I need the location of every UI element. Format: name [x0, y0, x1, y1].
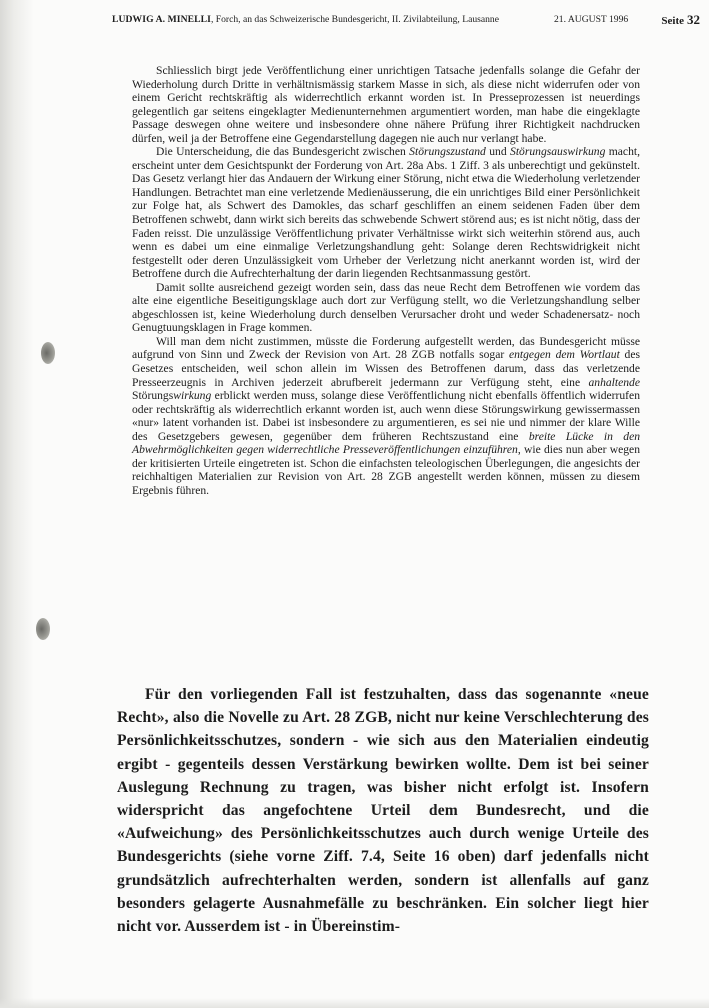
text-run: macht, erscheint unter dem Gesichtspunkt der Forderung von Art. 28a Abs. 1 Ziff. 3 als unberechtigt und gekünstelt. Das Gesetz verlangt hier das Andauern der Wirkung einer Störung, nicht etwa die Wiederholung verletzender Handlungen. Betrachtet man eine verletzende Medienäusserung, die ein unrichtiges Bild einer Persönlichkeit zur Folge hat, als Schwert des Damokles, das scharf geschliffen an einem seidenen Faden über dem Betroffenen schwebt, dann wirkt sich bereits das schwebende Schwert störend aus; es ist nicht nötig, dass der Faden reisst. Die unzulässige Veröffentlichung privater Verhältnisse wirkt sich weiterhin störend aus, auch wenn es dabei um eine einmalige Verletzungshandlung geht: Solange deren Rechtswidrigkeit nicht festgestellt oder deren Unzulässigkeit vom Urheber der Verletzung nicht anerkannt worden ist, wird der Betroffene durch die Aufrechterhaltung der darin liegenden Rechtsanmassung gestört. [132, 145, 640, 281]
emphasis: anhaltende [588, 375, 640, 389]
header-page-number [661, 12, 700, 28]
header-address: , Forch, an das Schweizerische Bundesgericht, II. Zivilabteilung, Lausanne [211, 14, 499, 25]
emphasis: Störungszustand [409, 145, 486, 159]
body-text [132, 64, 640, 498]
page-number: 32 [687, 12, 700, 27]
text-run: Will man dem nicht zustimmen, müsste die Forderung aufgestellt werden, das Bundesgericht müsse aufgrund von Sinn und Zweck der Revision von Art. 28 ZGB notfalls sogar [132, 334, 640, 362]
emphasis: wirkung [173, 389, 212, 403]
text-run: erblickt werden muss, solange diese Veröffentlichung nicht ebenfalls öffentlich widerrufen oder rechtskräftig als widerrechtlich erkannt worden ist, auch wenn diese Störungswirkung gewissermassen «nur» latent vorhanden ist. Dabei ist insbesondere zu argumentieren, es sei nie und nimmer der klare Wille des Gesetzgebers gewesen, gegenüber dem früheren Rechtszustand eine [132, 389, 640, 443]
page-fold-shadow [0, 0, 34, 1008]
text-run: , wie dies nun aber wegen der kritisierten Urteile eingetreten ist. Schon die einfachsten teleologischen Überlegungen, die angesichts der reichhaltigen Materialien zur Revision von Art. 28 ZGB angestellt werden können, müssen zu diesem Ergebnis führen. [132, 443, 640, 497]
paragraph-4 [132, 335, 640, 498]
page-header [112, 14, 700, 25]
text-run: und [485, 145, 511, 159]
emphasis: breite Lücke in den Abwehrmöglichkeiten gegen widerrechtliche Presseveröffentlichungen einzuführen [132, 429, 641, 457]
header-author: LUDWIG A. MINELLI [112, 14, 211, 25]
text-run: Die Unterscheidung, die das Bundesgericht zwischen [156, 145, 410, 159]
page-label: Seite [661, 15, 684, 27]
emphasis: Störungsauswirkung [510, 145, 606, 159]
text-run: Störungs [132, 389, 174, 403]
paragraph-1: Schliesslich birgt jede Veröffentlichung einer unrichtigen Tatsache jedenfalls solange die Gefahr der Wiederholung durch Dritte in verhältnismässig starkem Masse in sich, als diese nicht widerrufen oder von einem Gericht rechtskräftig als widerrechtlich erkannt worden ist. In Presseprozessen ist neuerdings gelegentlich gar seitens eingeklagter Medienunternehmen argumentiert worden, man habe die eingeklagte Passage deswegen ohne weitere und insbesondere ohne nähere Prüfung ihrer Richtigkeit nachdrucken dürfen, weil ja der Betroffene eine Gegendarstellung dagegen nie auch nur verlangt habe. [132, 64, 640, 145]
text-run: des Gesetzes entscheiden, weil schon allein im Wissen des Betroffenen darum, dass das verletzende Presseerzeugnis in Archiven jederzeit abrufbereit jedermann zur Verfügung steht, eine [132, 348, 640, 389]
conclusion-text [117, 683, 649, 938]
paragraph-2 [132, 145, 640, 280]
paragraph-3: Damit sollte ausreichend gezeigt worden sein, dass das neue Recht dem Betroffenen wie vordem das alte eine eigentliche Beseitigungsklage auch dort zur Verfügung stellt, wo die Verletzungshandlung selber abgeschlossen ist, keine Wiederholung durch denselben Verursacher droht und weder Schadenersatz- noch Genugtuungsklagen in Frage kommen. [132, 280, 640, 335]
conclusion-paragraph: Für den vorliegenden Fall ist festzuhalten, dass das sogenannte «neue Recht», also die Novelle zu Art. 28 ZGB, nicht nur keine Verschlechterung des Persönlichkeitsschutzes, sondern - wie sich aus den Materialien eindeutig ergibt - gegenteils dessen Verstärkung bewirken wollte. Dem ist bei seiner Auslegung Rechnung zu tragen, was bisher nicht erfolgt ist. Insofern widerspricht das angefochtene Urteil dem Bundesrecht, und die «Aufweichung» des Persönlichkeitsschutzes auch durch wenige Urteile des Bundesgerichts (siehe vorne Ziff. 7.4, Seite 16 oben) darf jedenfalls nicht grundsätzlich aufrechterhalten werden, sondern ist allenfalls auf ganz besonders gelagerte Ausnahmefälle zu beschränken. Ein solcher liegt hier nicht vor. Ausserdem ist - in Übereinstim- [117, 686, 649, 936]
page-bottom-edge [0, 998, 709, 1008]
punch-hole-icon [36, 618, 50, 640]
emphasis: entgegen dem Wortlaut [508, 348, 620, 362]
header-date: 21. AUGUST 1996 [554, 14, 629, 25]
punch-hole-icon [41, 342, 55, 364]
